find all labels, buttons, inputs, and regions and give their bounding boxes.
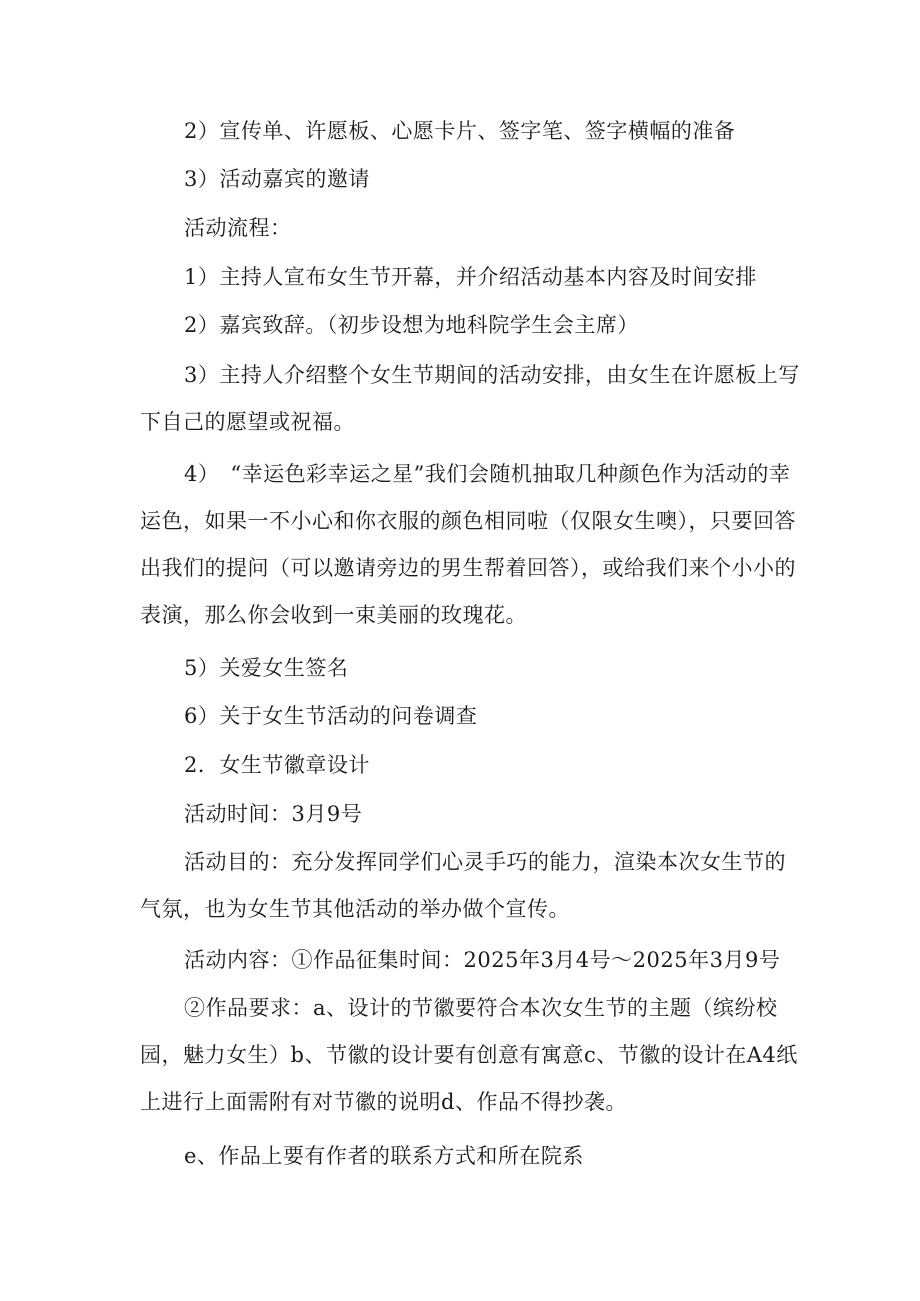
paragraph-activity-purpose: 活动目的：充分发挥同学们心灵手巧的能力，渲染本次女生节的气氛，也为女生节其他活动的举办做个宣传。 xyxy=(140,850,786,921)
paragraph-contact-info: e、作品上要有作者的联系方式和所在院系 xyxy=(184,1144,584,1168)
paragraph-invite-guests: 3）活动嘉宾的邀请 xyxy=(184,167,370,191)
paragraph-step-2: 2）嘉宾致辞。（初步设想为地科院学生会主席） xyxy=(184,313,639,337)
paragraph-step-1: 1）主持人宣布女生节开幕，并介绍活动基本内容及时间安排 xyxy=(184,265,757,289)
paragraph-step-5: 5）关爱女生签名 xyxy=(184,656,349,680)
paragraph-prep-materials: 2）宣传单、许愿板、心愿卡片、签字笔、签字横幅的准备 xyxy=(184,119,736,143)
paragraph-step-6: 6）关于女生节活动的问卷调查 xyxy=(184,704,478,728)
paragraph-process-heading: 活动流程： xyxy=(184,216,292,240)
paragraph-step-4: 4） “幸运色彩幸运之星”我们会随机抽取几种颜色作为活动的幸运色，如果一不小心和你衣服的颜色相同啦（仅限女生噢），只要回答出我们的提问（可以邀请旁边的男生帮着回答），或给我们来个小小的表演，那么你会收到一束美丽的玫瑰花。 xyxy=(140,462,796,627)
section-heading-badge-design: 2．女生节徽章设计 xyxy=(184,753,370,777)
paragraph-activity-time: 活动时间：3月9号 xyxy=(184,802,363,826)
paragraph-work-requirements: ②作品要求：a、设计的节徽要符合本次女生节的主题（缤纷校园，魅力女生）b、节徽的设计要有创意有寓意c、节徽的设计在A4纸上进行上面需附有对节徽的说明d、作品不得抄袭。 xyxy=(140,996,798,1114)
paragraph-step-3: 3）主持人介绍整个女生节期间的活动安排，由女生在许愿板上写下自己的愿望或祝福。 xyxy=(140,363,800,434)
paragraph-activity-content: 活动内容：①作品征集时间：2025年3月4号～2025年3月9号 xyxy=(184,948,781,972)
